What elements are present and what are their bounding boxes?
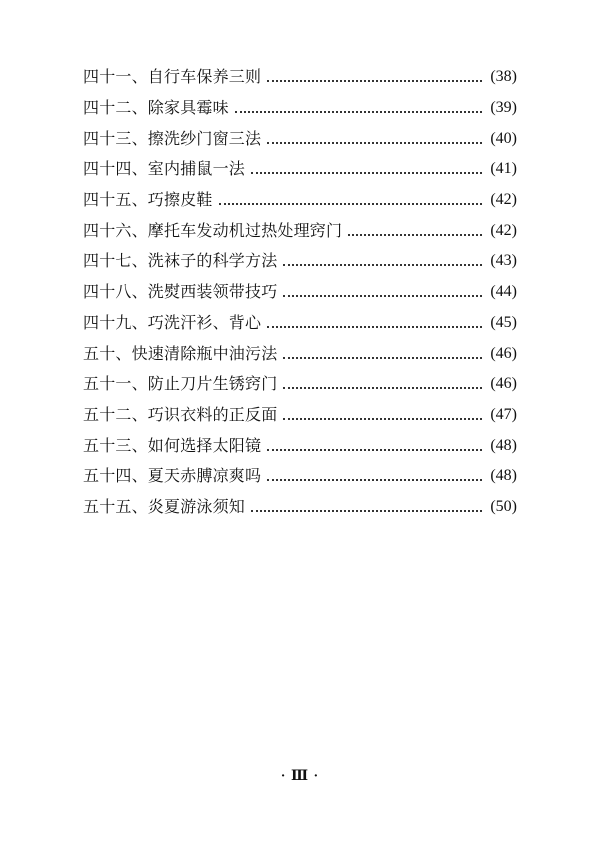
toc-entry[interactable] — [83, 400, 517, 431]
toc-entry[interactable] — [83, 123, 517, 154]
toc-entry-title: 五十二、巧识衣料的正反面 — [83, 404, 278, 424]
toc-entry-title: 四十七、洗袜子的科学方法 — [83, 251, 278, 271]
toc-entry-title: 四十二、除家具霉味 — [83, 98, 229, 118]
dot-leader — [267, 142, 482, 144]
toc-entry-page: (48) — [490, 467, 517, 485]
page-number: · Ⅲ · — [280, 769, 320, 784]
toc-entry-page: (39) — [490, 99, 517, 117]
toc-entry-title: 四十一、自行车保养三则 — [83, 67, 262, 87]
toc-entry-title: 五十、快速清除瓶中油污法 — [83, 343, 278, 363]
toc-entry[interactable] — [83, 492, 517, 523]
dot-leader — [267, 326, 482, 328]
toc-entry-page: (45) — [490, 313, 517, 331]
toc-entry[interactable] — [83, 369, 517, 400]
toc-entry-title: 五十四、夏天赤膊凉爽吗 — [83, 466, 262, 486]
table-of-contents — [83, 62, 517, 522]
toc-entry[interactable] — [83, 338, 517, 369]
dot-leader — [251, 510, 482, 512]
toc-entry[interactable] — [83, 215, 517, 246]
toc-entry-page: (41) — [490, 160, 517, 178]
toc-entry-title: 五十一、防止刀片生锈窍门 — [83, 374, 278, 394]
toc-entry-title: 四十三、擦洗纱门窗三法 — [83, 128, 262, 148]
toc-entry-page: (42) — [490, 191, 517, 209]
dot-leader — [283, 357, 482, 359]
dot-leader — [267, 80, 482, 82]
dot-leader — [283, 387, 482, 389]
toc-entry-title: 四十四、室内捕鼠一法 — [83, 159, 246, 179]
toc-entry[interactable] — [83, 277, 517, 308]
toc-entry-title: 四十五、巧擦皮鞋 — [83, 190, 213, 210]
toc-entry[interactable] — [83, 246, 517, 277]
toc-entry[interactable] — [83, 154, 517, 185]
toc-entry[interactable] — [83, 93, 517, 124]
toc-entry-page: (40) — [490, 129, 517, 147]
toc-entry[interactable] — [83, 185, 517, 216]
dot-leader — [235, 111, 483, 113]
toc-entry-page: (46) — [490, 344, 517, 362]
toc-entry-page: (38) — [490, 68, 517, 86]
toc-entry-title: 五十三、如何选择太阳镜 — [83, 435, 262, 455]
dot-leader — [348, 234, 482, 236]
toc-entry[interactable] — [83, 62, 517, 93]
toc-entry-page: (50) — [490, 497, 517, 515]
toc-entry-page: (43) — [490, 252, 517, 270]
toc-entry-title: 四十八、洗熨西装领带技巧 — [83, 282, 278, 302]
toc-entry-title: 五十五、炎夏游泳须知 — [83, 496, 246, 516]
dot-leader — [267, 479, 482, 481]
toc-entry-title: 四十六、摩托车发动机过热处理窍门 — [83, 220, 343, 240]
toc-entry-page: (44) — [490, 283, 517, 301]
dot-leader — [251, 172, 482, 174]
toc-entry[interactable] — [83, 308, 517, 339]
dot-leader — [219, 203, 483, 205]
toc-entry[interactable] — [83, 461, 517, 492]
toc-entry-page: (47) — [490, 405, 517, 423]
dot-leader — [283, 295, 482, 297]
dot-leader — [283, 418, 482, 420]
toc-entry-page: (48) — [490, 436, 517, 454]
dot-leader — [267, 449, 482, 451]
toc-entry-page: (46) — [490, 375, 517, 393]
toc-entry-title: 四十九、巧洗汗衫、背心 — [83, 312, 262, 332]
toc-entry[interactable] — [83, 430, 517, 461]
toc-entry-page: (42) — [490, 221, 517, 239]
dot-leader — [283, 264, 482, 266]
